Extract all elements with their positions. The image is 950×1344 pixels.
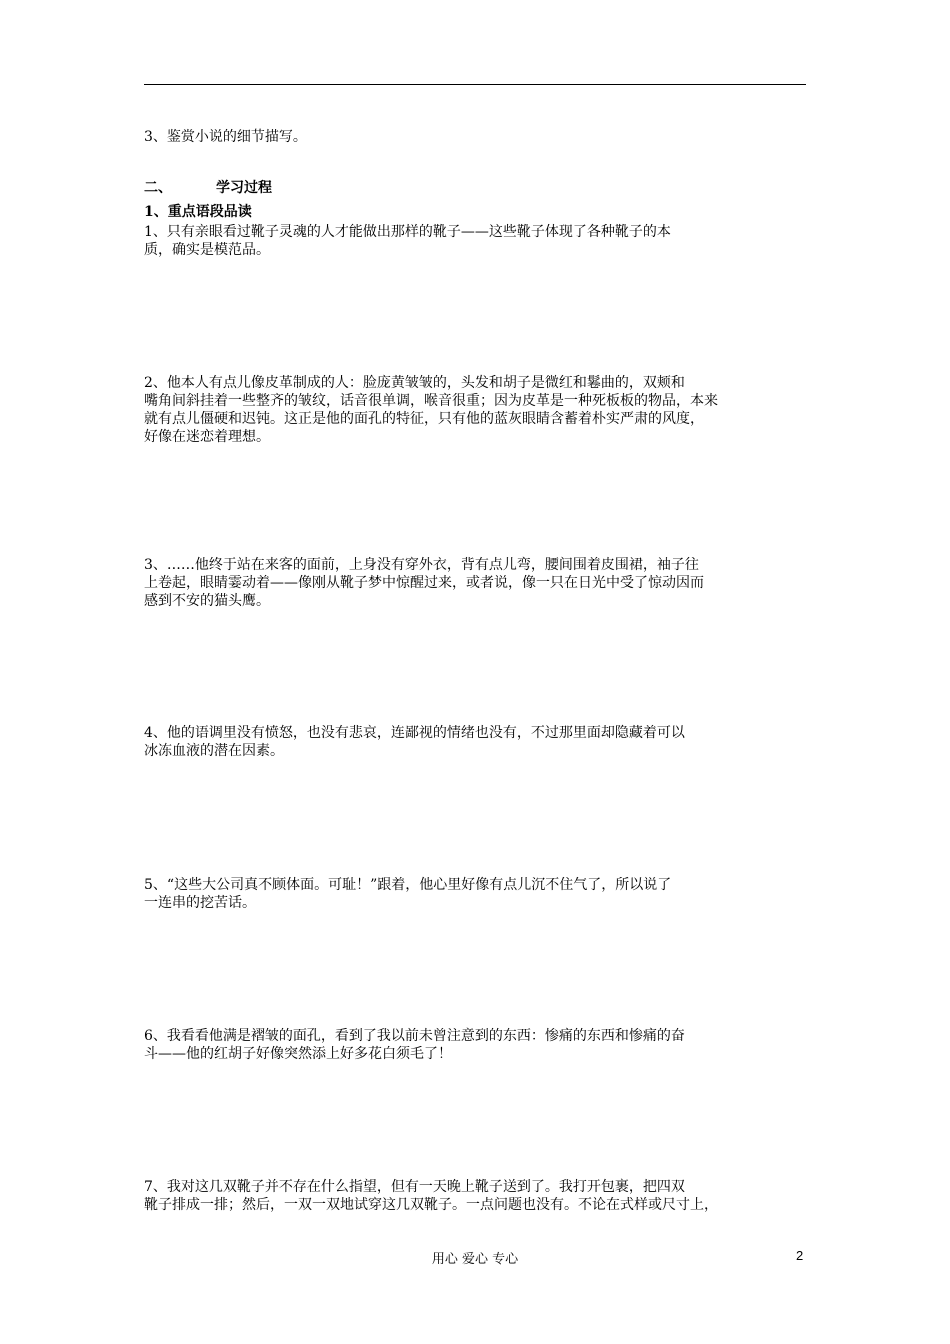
passage-line: 感到不安的猫头鹰。 (144, 593, 270, 609)
passage-line: 4、他的语调里没有愤怒，也没有悲哀，连鄙视的情绪也没有，不过那里面却隐藏着可以 (144, 725, 685, 741)
passage-line: 一连串的挖苦话。 (144, 895, 256, 911)
passage-line: 靴子排成一排；然后，一双一双地试穿这几双靴子。一点问题也没有。不论在式样或尺寸上， (144, 1197, 718, 1213)
passage-line: 1、只有亲眼看过靴子灵魂的人才能做出那样的靴子——这些靴子体现了各种靴子的本 (144, 224, 671, 240)
passage-5 (144, 876, 806, 912)
passage-line: 冰冻血液的潜在因素。 (144, 743, 284, 759)
page-footer: 用心 爱心 专心 (431, 1252, 519, 1267)
section-number: 二、 (144, 180, 172, 196)
objective-3: 3、鉴赏小说的细节描写。 (144, 129, 307, 145)
passage-line: 就有点儿僵硬和迟钝。这正是他的面孔的特征，只有他的蓝灰眼睛含蓄着朴实严肃的风度， (144, 411, 704, 427)
passage-line: 5、“这些大公司真不顾体面。可耻！”跟着，他心里好像有点儿沉不住气了，所以说了 (144, 877, 672, 893)
passage-line: 质，确实是模范品。 (144, 242, 270, 258)
passage-line: 7、我对这几双靴子并不存在什么指望，但有一天晚上靴子送到了。我打开包裹，把四双 (144, 1179, 685, 1195)
header-rule (144, 84, 806, 85)
passage-line: 斗——他的红胡子好像突然添上好多花白须毛了！ (144, 1046, 452, 1062)
passage-line: 好像在迷恋着理想。 (144, 429, 270, 445)
section-heading (144, 179, 806, 197)
passage-3 (144, 556, 806, 610)
passage-line: 6、我看看他满是褶皱的面孔，看到了我以前未曾注意到的东西：惨痛的东西和惨痛的奋 (144, 1028, 685, 1044)
passage-6 (144, 1027, 806, 1063)
passage-4 (144, 724, 806, 760)
page-number: 2 (796, 1248, 804, 1263)
passage-2 (144, 374, 806, 446)
subsection-heading: 1、重点语段品读 (144, 204, 252, 220)
passage-7 (144, 1178, 806, 1214)
section-title: 学习过程 (216, 180, 272, 196)
passage-1 (144, 223, 806, 259)
passage-line: 3、……他终于站在来客的面前，上身没有穿外衣，背有点儿弯，腰间围着皮围裙，袖子往 (144, 557, 699, 573)
passage-line: 2、他本人有点儿像皮革制成的人：脸庞黄皱皱的，头发和胡子是微红和鬈曲的，双颊和 (144, 375, 685, 391)
passage-line: 上卷起，眼睛霎动着——像刚从靴子梦中惊醒过来，或者说，像一只在日光中受了惊动因而 (144, 575, 704, 591)
passage-line: 嘴角间斜挂着一些整齐的皱纹，话音很单调，喉音很重；因为皮革是一种死板板的物品，本来 (144, 393, 718, 409)
